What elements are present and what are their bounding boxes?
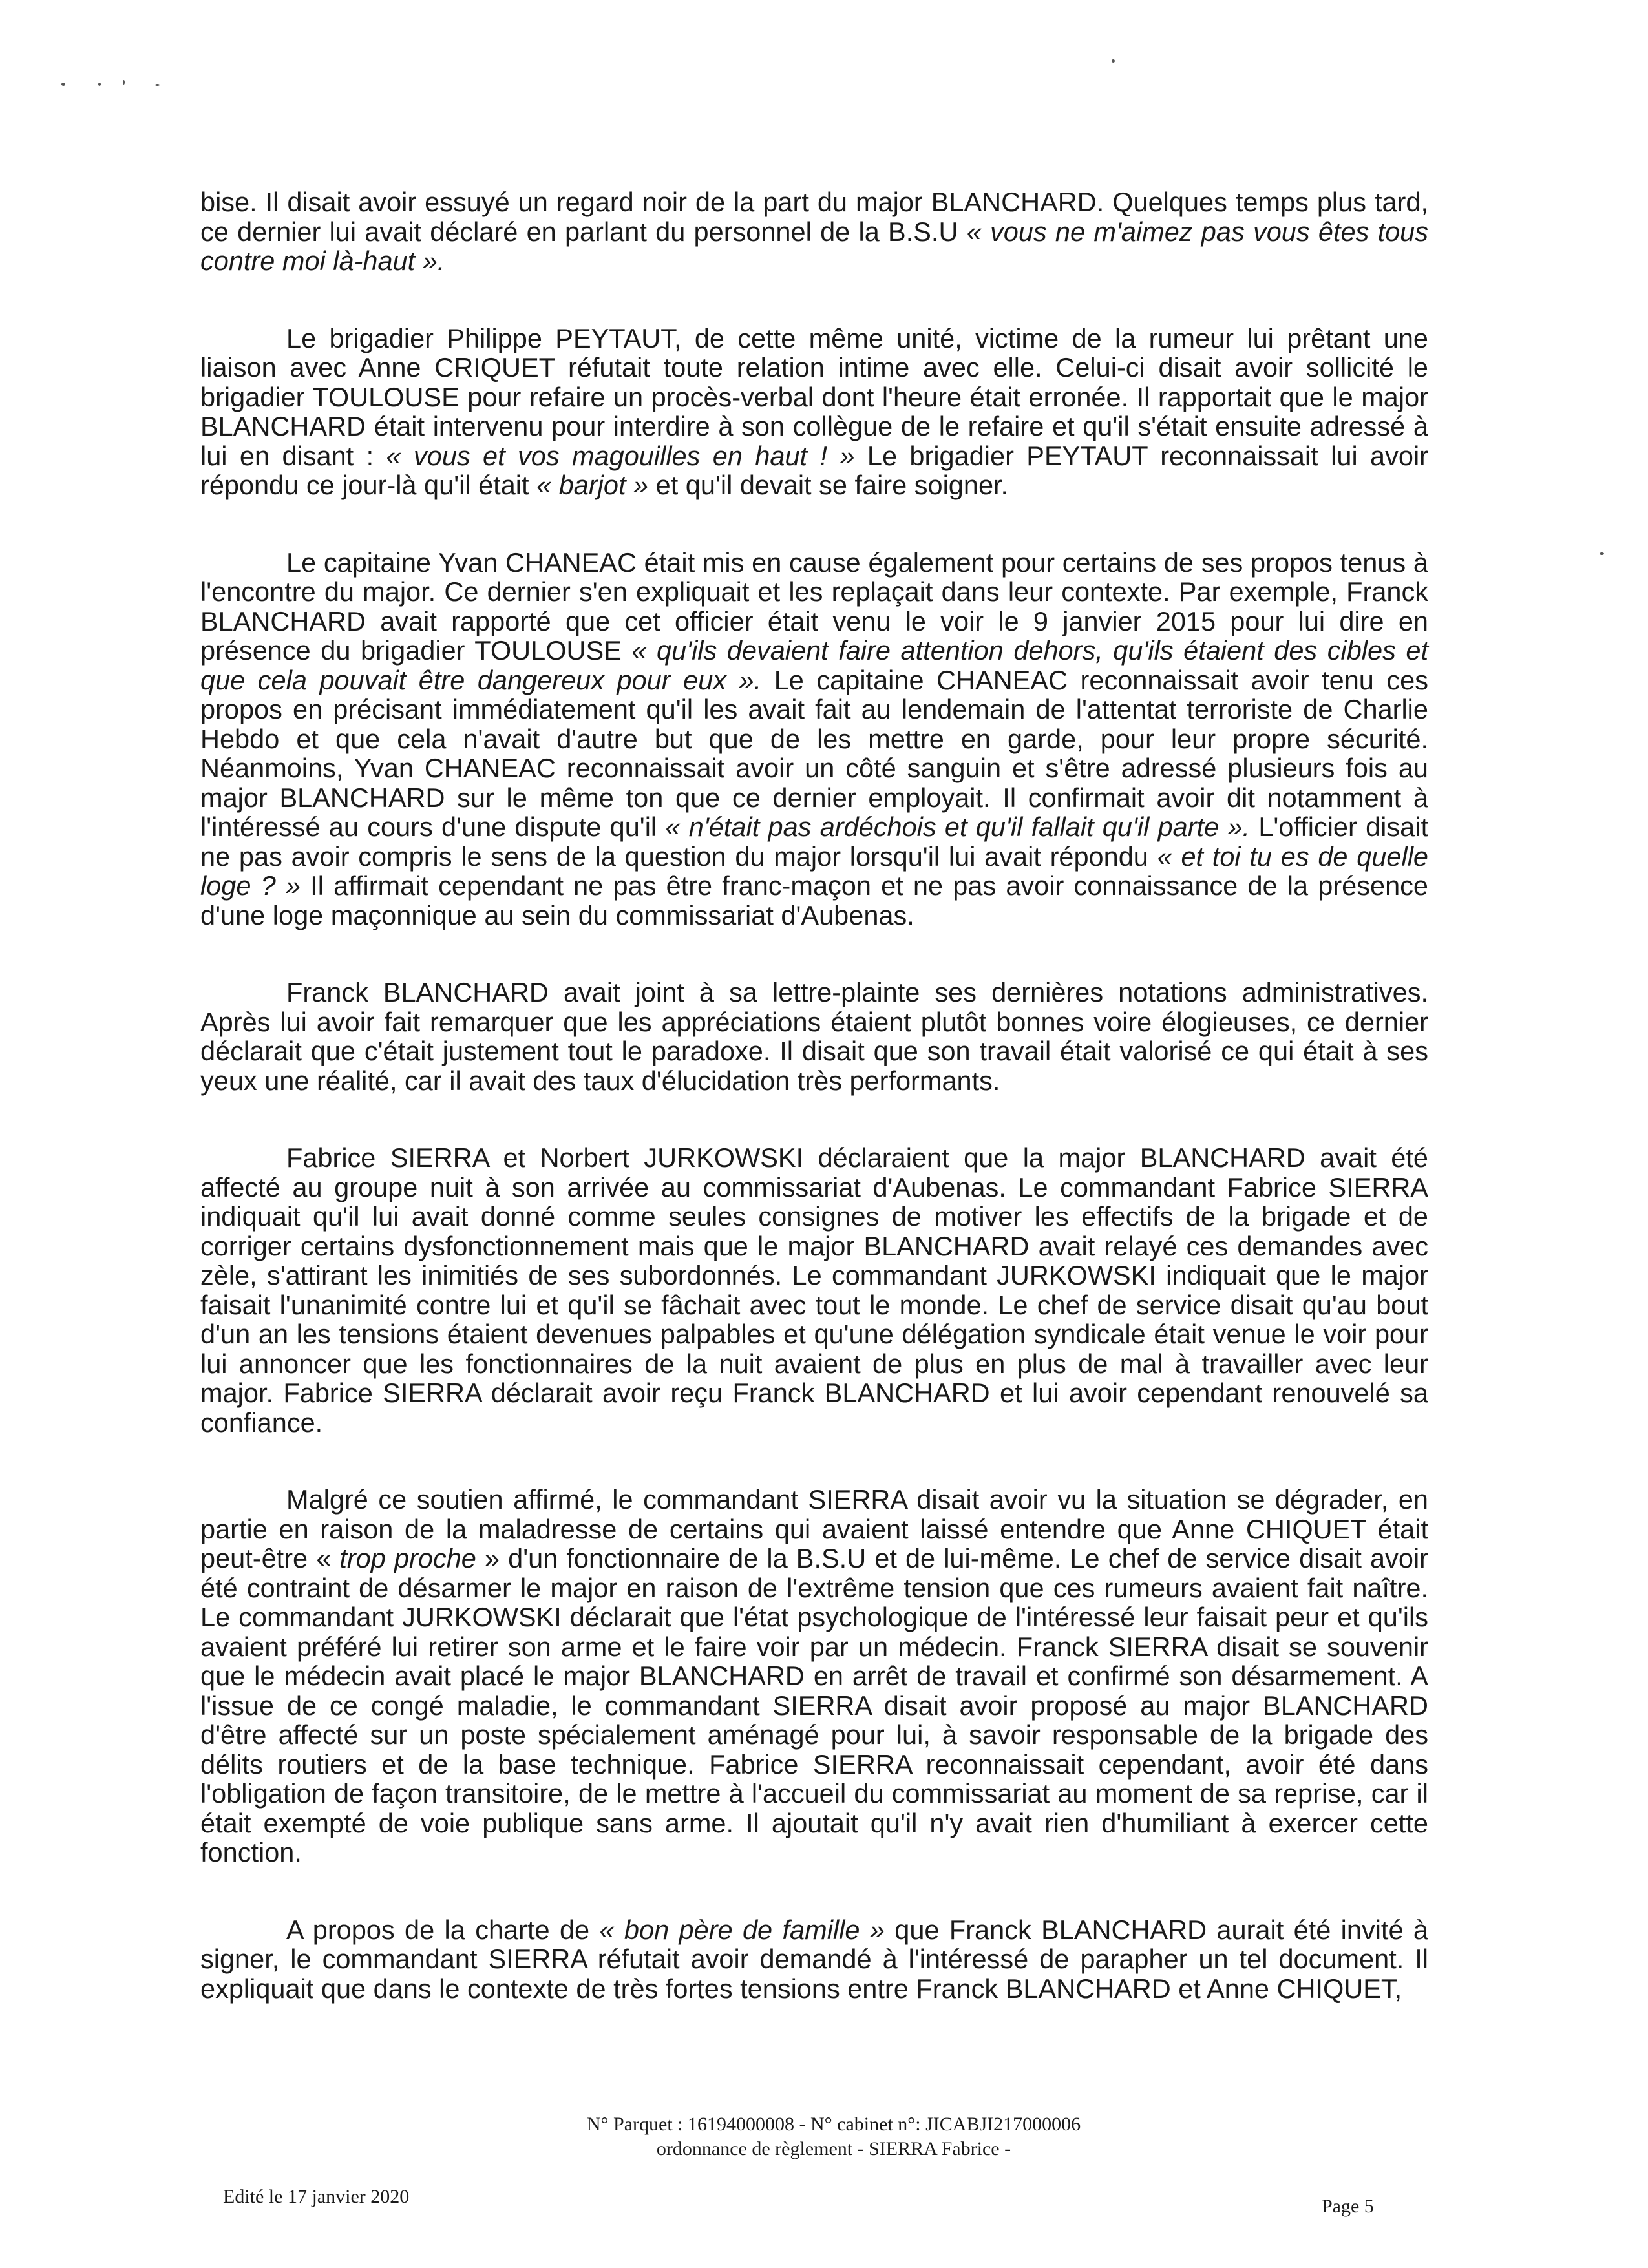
paragraph-text: A propos de la charte de bbox=[286, 1914, 600, 1945]
footer-order-title: ordonnance de règlement - SIERRA Fabrice - bbox=[656, 2138, 1011, 2159]
quoted-text: « vous et vos magouilles en haut ! » bbox=[386, 440, 855, 471]
paragraph-text: Il affirmait cependant ne pas être franc-maçon et ne pas avoir connaissance de la présence d'une loge maçonnique au sein du commissariat d'Aubenas. bbox=[200, 870, 1428, 930]
body-paragraph bbox=[200, 1915, 1428, 2004]
paragraph-text: et qu'il devait se faire soigner. bbox=[648, 470, 1009, 500]
paragraph-text: Fabrice SIERRA et Norbert JURKOWSKI déclaraient que la major BLANCHARD avait été affecté au groupe nuit à son arrivée au commissariat d'Aubenas. Le commandant Fabrice SIERRA indiquait qu'il lui avait donné comme seules consignes de motiver les effectifs de la brigade et de corriger certains dysfonctionnement mais que le major BLANCHARD avait relayé ces demandes avec zèle, s'attirant les inimitiés de ses subordonnés. Le commandant JURKOWSKI indiquait que le major faisait l'unanimité contre lui et qu'il se fâchait avec tout le monde. Le chef de service disait qu'au bout d'un an les tensions étaient devenues palpables et qu'une délégation syndicale était venue le voir pour lui annoncer que les fonctionnaires de la nuit avaient de plus en plus de mal à travailler avec leur major. Fabrice SIERRA déclarait avoir reçu Franck BLANCHARD et lui avoir cependant renouvelé sa confiance. bbox=[200, 1142, 1428, 1438]
body-paragraph bbox=[200, 187, 1428, 276]
paragraph-text: » d'un fonctionnaire de la B.S.U et de lui-même. Le chef de service disait avoir été contraint de désarmer le major en raison de l'extrême tension que ces rumeurs avaient fait naître. Le commandant JURKOWSKI déclarait que l'état psychologique de l'intéressé leur faisait peur et qu'ils avaient préféré lui retirer son arme et le faire voir par un médecin. Franck SIERRA disait se souvenir que le médecin avait placé le major BLANCHARD en arrêt de travail et confirmé son désarmement. A l'issue de ce congé maladie, le commandant SIERRA disait avoir proposé au major BLANCHARD d'être affecté sur un poste spécialement aménagé pour lui, à savoir responsable de la brigade des délits routiers et de la base technique. Fabrice SIERRA reconnaissait cependant, avoir été dans l'obligation de façon transitoire, de le mettre à l'accueil du commissariat au moment de sa reprise, car il était exempté de voie publique sans arme. Il ajoutait qu'il n'y avait rien d'humiliant à exercer cette fonction. bbox=[200, 1543, 1428, 1867]
scan-speck bbox=[1112, 59, 1115, 63]
document-body bbox=[200, 187, 1428, 2051]
footer-edit-date: Edité le 17 janvier 2020 bbox=[223, 2186, 410, 2207]
paragraph-text: que Franck BLANCHARD aurait été invité à signer, le commandant SIERRA réfutait avoir demandé à l'intéressé de parapher un tel document. Il expliquait que dans le contexte de très fortes tensions entre Franck BLANCHARD et Anne CHIQUET, bbox=[200, 1914, 1428, 2004]
scan-speck bbox=[1600, 552, 1604, 555]
scan-speck bbox=[98, 83, 101, 86]
scan-speck bbox=[155, 84, 160, 86]
page-number: Page 5 bbox=[1322, 2196, 1374, 2217]
scan-speck bbox=[61, 83, 65, 86]
paragraph-text: L'officier disait ne pas avoir compris le sens de la question du major lorsqu'il lui avait répondu bbox=[200, 812, 1428, 872]
body-paragraph bbox=[200, 324, 1428, 500]
scan-speck bbox=[123, 80, 125, 85]
quoted-text: « vous ne m'aimez pas vous êtes tous contre moi là-haut ». bbox=[200, 216, 1429, 276]
quoted-text: « n'était pas ardéchois et qu'il fallait qu'il parte ». bbox=[665, 812, 1251, 842]
quoted-text: « bon père de famille » bbox=[599, 1914, 885, 1945]
paragraph-text: Malgré ce soutien affirmé, le commandant SIERRA disait avoir vu la situation se dégrader, en partie en raison de la maladresse de certains qui avaient laissé entendre que Anne CHIQUET était peut-être « bbox=[200, 1484, 1428, 1573]
paragraph-text: Le capitaine CHANEAC reconnaissait avoir tenu ces propos en précisant immédiatement qu'il les avait fait au lendemain de l'attentat terroriste de Charlie Hebdo et que cela n'avait d'autre but que de les mettre en garde, pour leur propre sécurité. Néanmoins, Yvan CHANEAC reconnaissait avoir un côté sanguin et s'être adressé plusieurs fois au major BLANCHARD sur le même ton que ce dernier employait. Il confirmait avoir dit notamment à l'intéressé au cours d'une dispute qu'il bbox=[200, 664, 1428, 842]
quoted-text: « et toi tu es de quelle loge ? » bbox=[200, 841, 1428, 901]
paragraph-text: Le brigadier PEYTAUT reconnaissait lui avoir répondu ce jour-là qu'il était bbox=[200, 440, 1429, 500]
body-paragraph bbox=[200, 1143, 1428, 1437]
paragraph-text: Franck BLANCHARD avait joint à sa lettre-plainte ses dernières notations administratives. Après lui avoir fait remarquer que les appréciations étaient plutôt bonnes voire élogieuses, ce dernier déclarait que c'était justement tout le paradoxe. Il disait que son travail était valorisé ce qui était à ses yeux une réalité, car il avait des taux d'élucidation très performants. bbox=[200, 977, 1428, 1096]
footer-parquet-reference: N° Parquet : 16194000008 - N° cabinet n°: JICABJI217000006 bbox=[586, 2114, 1081, 2135]
quoted-text: « barjot » bbox=[536, 470, 649, 500]
quoted-text: trop proche bbox=[339, 1543, 476, 1573]
paragraph-text: bise. Il disait avoir essuyé un regard noir de la part du major BLANCHARD. Quelques temps plus tard, ce dernier lui avait déclaré en parlant du personnel de la B.S.U bbox=[200, 187, 1428, 247]
paragraph-text: Le capitaine Yvan CHANEAC était mis en cause également pour certains de ses propos tenus à l'encontre du major. Ce dernier s'en expliquait et les replaçait dans leur contexte. Par exemple, Franck BLANCHARD avait rapporté que cet officier était venu le voir le 9 janvier 2015 pour lui dire en présence du brigadier TOULOUSE bbox=[200, 547, 1428, 666]
body-paragraph bbox=[200, 548, 1428, 930]
body-paragraph bbox=[200, 978, 1428, 1095]
body-paragraph bbox=[200, 1485, 1428, 1867]
quoted-text: « qu'ils devaient faire attention dehors, qu'ils étaient des cibles et que cela pouvait être dangereux pour eux ». bbox=[200, 635, 1428, 695]
paragraph-text: Le brigadier Philippe PEYTAUT, de cette même unité, victime de la rumeur lui prêtant une liaison avec Anne CRIQUET réfutait toute relation intime avec elle. Celui-ci disait avoir sollicité le brigadier TOULOUSE pour refaire un procès-verbal dont l'heure était erronée. Il rapportait que le major BLANCHARD était intervenu pour interdire à son collègue de le refaire et qu'il s'était ensuite adressé à lui en disant : bbox=[200, 322, 1428, 471]
